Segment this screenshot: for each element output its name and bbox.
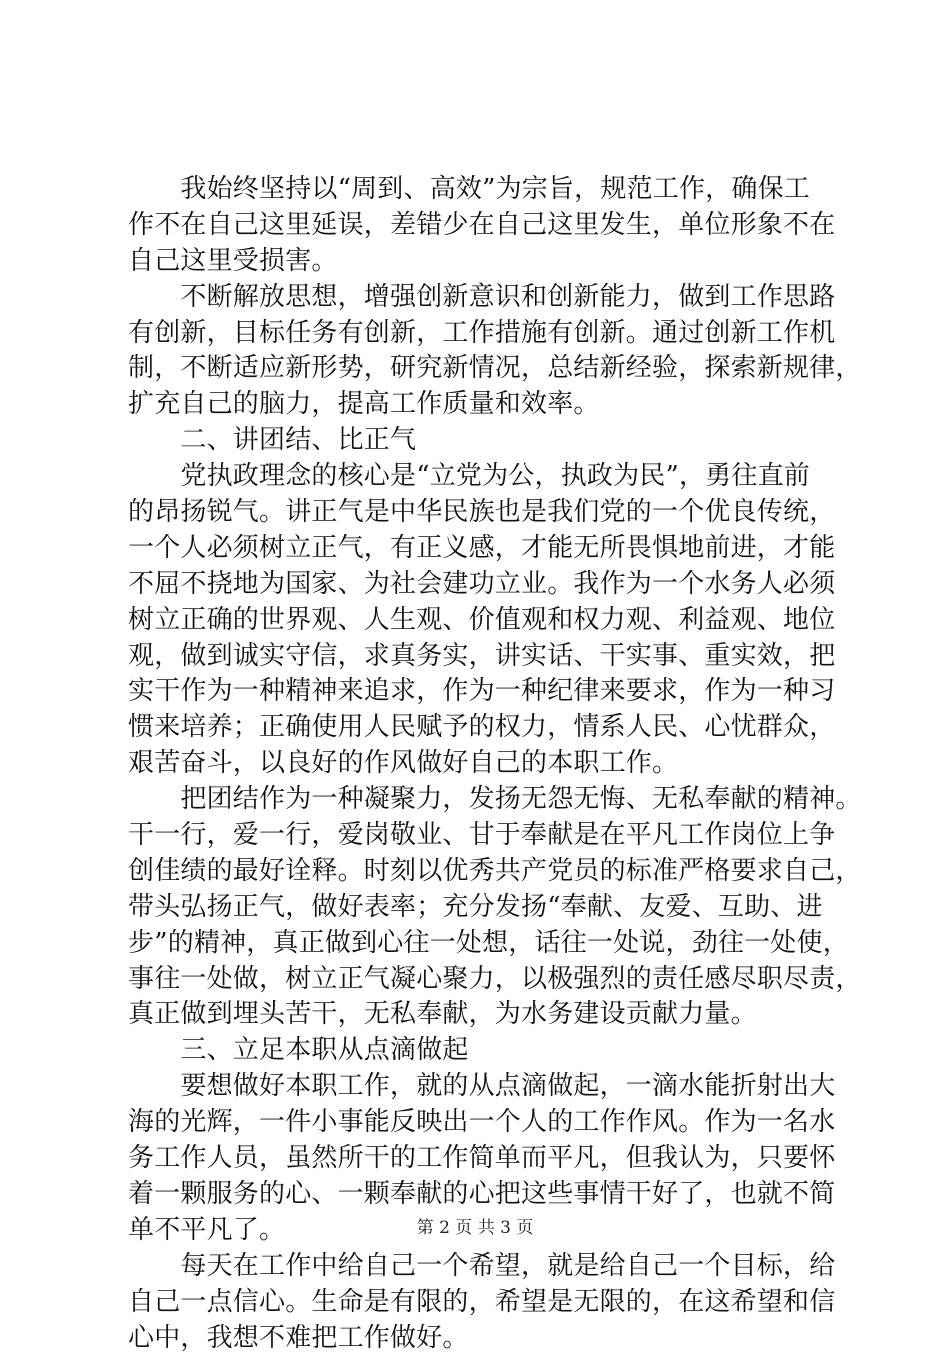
text-line: 有创新，目标任务有创新，工作措施有创新。通过创新工作机	[128, 316, 848, 352]
text-line: 务工作人员，虽然所干的工作简单而平凡，但我认为，只要怀	[128, 1141, 848, 1177]
text-line: 干一行，爱一行，爱岗敬业、甘于奉献是在平凡工作岗位上争	[128, 818, 848, 854]
text-line: 把团结作为一种凝聚力，发扬无怨无悔、无私奉献的精神。	[128, 782, 848, 818]
text-line: 事往一处做，树立正气凝心聚力，以极强烈的责任感尽职尽责，	[128, 962, 848, 998]
text-line: 一个人必须树立正气，有正义感，才能无所畏惧地前进，才能	[128, 531, 848, 567]
section-heading: 二、讲团结、比正气	[128, 423, 848, 459]
text-line: 单不平凡了。	[128, 1213, 848, 1249]
text-line: 真正做到埋头苦干，无私奉献，为水务建设贡献力量。	[128, 997, 848, 1033]
text-line: 观，做到诚实守信，求真务实，讲实话、干实事、重实效，把	[128, 639, 848, 675]
page-number-footer: 第 2 页 共 3 页	[0, 1218, 950, 1238]
text-line: 艰苦奋斗，以良好的作风做好自己的本职工作。	[128, 746, 848, 782]
document-body	[128, 172, 848, 1356]
text-line: 不断解放思想，增强创新意识和创新能力，做到工作思路	[128, 280, 848, 316]
section-heading: 三、立足本职从点滴做起	[128, 1033, 848, 1069]
text-line: 要想做好本职工作，就的从点滴做起，一滴水能折射出大	[128, 1069, 848, 1105]
text-line: 惯来培养；正确使用人民赋予的权力，情系人民、心忧群众，	[128, 710, 848, 746]
text-line: 实干作为一种精神来追求，作为一种纪律来要求，作为一种习	[128, 674, 848, 710]
text-line: 心中，我想不难把工作做好。	[128, 1321, 848, 1356]
text-line: 扩充自己的脑力，提高工作质量和效率。	[128, 387, 848, 423]
text-line: 创佳绩的最好诠释。时刻以优秀共产党员的标准严格要求自己，	[128, 854, 848, 890]
text-line: 作不在自己这里延误，差错少在自己这里发生，单位形象不在	[128, 208, 848, 244]
text-line: 自己一点信心。生命是有限的，希望是无限的，在这希望和信	[128, 1285, 848, 1321]
text-line: 的昂扬锐气。讲正气是中华民族也是我们党的一个优良传统，	[128, 495, 848, 531]
text-line: 着一颗服务的心、一颗奉献的心把这些事情干好了，也就不简	[128, 1177, 848, 1213]
text-line: 我始终坚持以“周到、高效”为宗旨，规范工作，确保工	[128, 172, 848, 208]
text-line: 自己这里受损害。	[128, 244, 848, 280]
text-line: 步”的精神，真正做到心往一处想，话往一处说，劲往一处使，	[128, 926, 848, 962]
text-line: 制，不断适应新形势，研究新情况，总结新经验，探索新规律，	[128, 351, 848, 387]
text-line: 海的光辉，一件小事能反映出一个人的工作作风。作为一名水	[128, 1105, 848, 1141]
text-line: 树立正确的世界观、人生观、价值观和权力观、利益观、地位	[128, 603, 848, 639]
text-line: 带头弘扬正气，做好表率；充分发扬“奉献、友爱、互助、进	[128, 890, 848, 926]
text-line: 党执政理念的核心是“立党为公，执政为民”，勇往直前	[128, 459, 848, 495]
text-line: 不屈不挠地为国家、为社会建功立业。我作为一个水务人必须	[128, 567, 848, 603]
text-line: 每天在工作中给自己一个希望，就是给自己一个目标，给	[128, 1249, 848, 1285]
